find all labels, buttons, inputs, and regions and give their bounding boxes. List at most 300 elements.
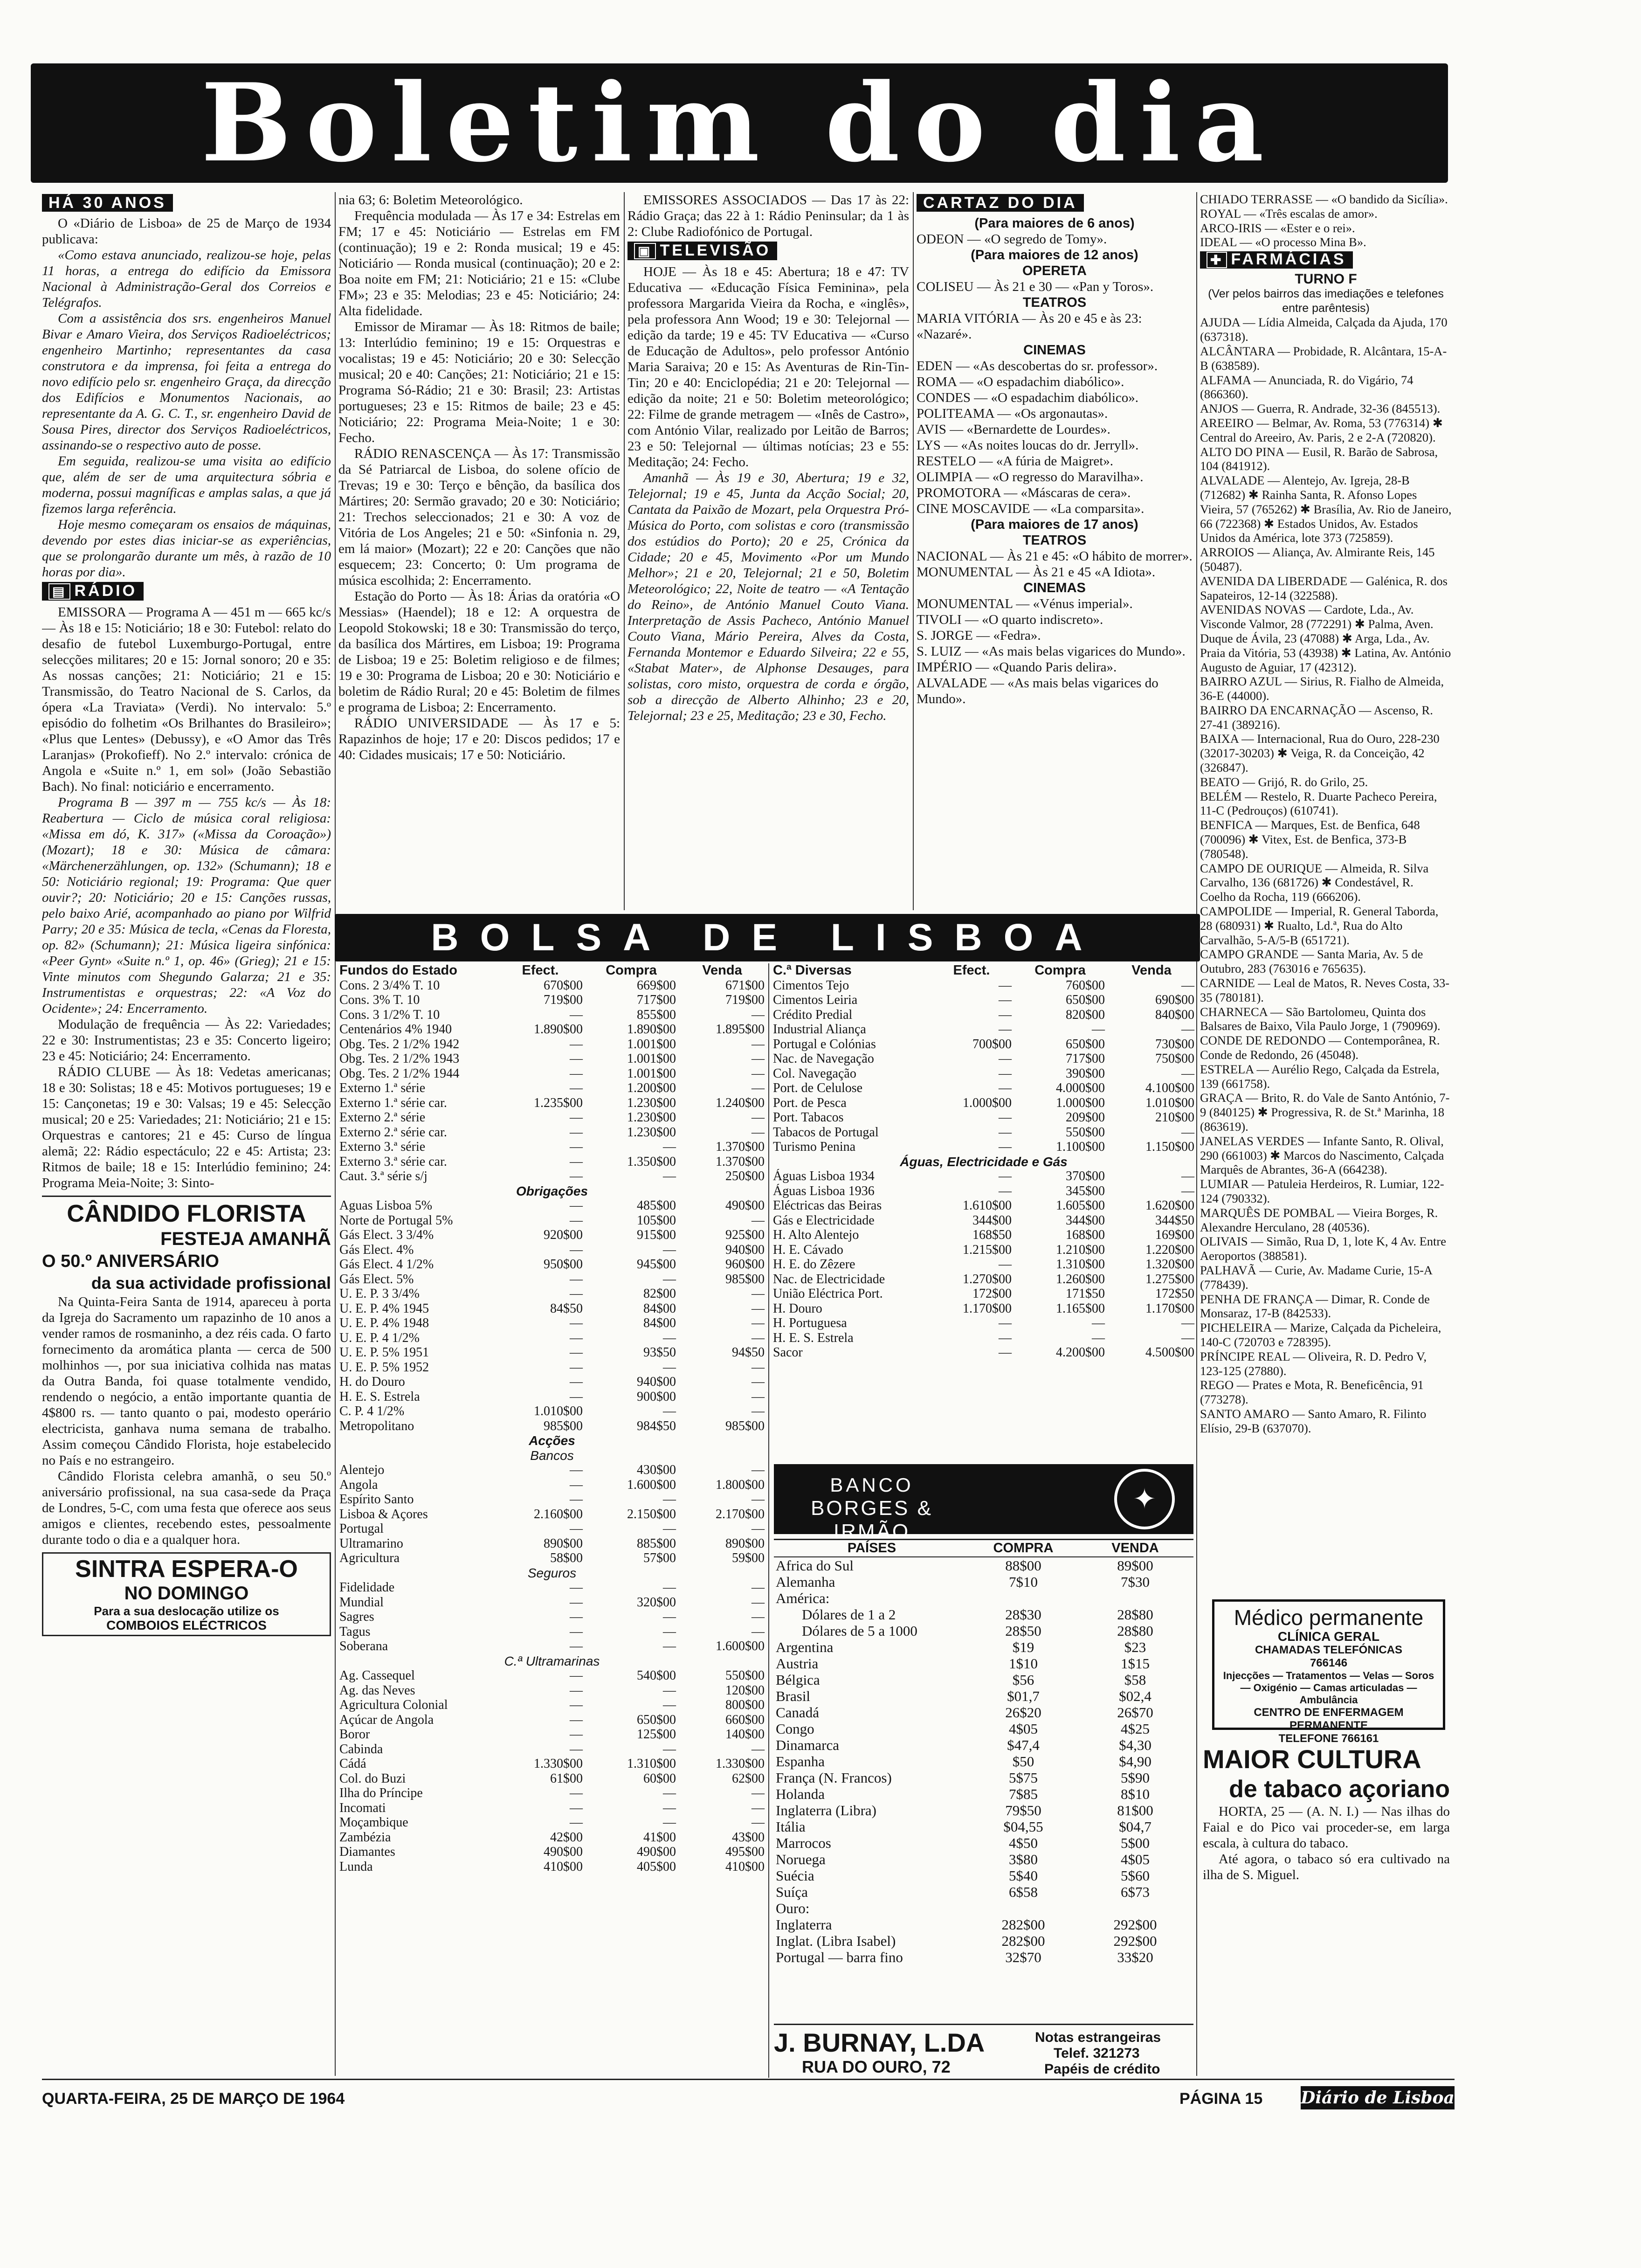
table-row <box>338 1331 766 1346</box>
price-cell: 855$00 <box>637 1007 676 1022</box>
price-cell: — <box>570 1727 583 1742</box>
table-row <box>338 1081 766 1096</box>
price-cell: 1.270$00 <box>963 1272 1012 1286</box>
price-cell: — <box>752 1213 765 1228</box>
country-name: Noruega <box>776 1851 826 1867</box>
security-name: U. E. P. 4 1/2% <box>339 1330 420 1345</box>
table-row <box>338 1051 766 1066</box>
price-cell: — <box>570 1286 583 1301</box>
rate-cell: 5$60 <box>1121 1867 1150 1884</box>
table-row <box>338 1228 766 1243</box>
price-cell: 490$00 <box>544 1845 583 1859</box>
price-cell: 717$00 <box>637 993 676 1007</box>
price-cell: — <box>752 1492 765 1507</box>
farmacias-column: CHIADO TERRASSE — «O bandido da Sicília». ROYAL — «Três escalas de amor». ARCO-IRIS — «Ester e o rei». IDEAL — «O processo Mina B». ✚ FARMÁCIAS TURNO F (Ver pelos bairros das imediações e telefones entre parêntesis) AJUDA — Lídia Almeida, Calçada da Ajuda, 170 (637318). ALCÂNTARA — Probidade, R. Alcântara, 15-A-B (638589). ALFAMA — Anunciada, R. do Vigário, 74 (866360). ANJOS — Guerra, R. Andrade, 32-36 (845513). AREEIRO — Belmar, Av. Roma, 53 (776314) ✱ Central do Areeiro, Av. Paris, 2 e 2-A (720820). ALTO DO PINA — Eusil, R. Barão de Sabrosa, 104 (841912). ALVALADE — Alentejo, Av. Igreja, 28-B (712682) ✱ Rainha Santa, R. Afonso Lopes Vieira, 57 (765262) ✱ Brasília, Av. Rio de Janeiro, 66 (722368) ✱ Estados Unidos, Av. Estados Unidos da América, lote 373 (725859). ARROIOS — Aliança, Av. Almirante Reis, 145 (50487). AVENIDA DA LIBERDADE — Galénica, R. dos Sapateiros, 12-14 (322588). AVENIDAS NOVAS — Cardote, Lda., Av. Visconde Valmor, 28 (772291) ✱ Palma, Aven. Duque de Ávila, 23 (47088) ✱ Arga, Lda., Av. Praia da Vitória, 53 (43938) ✱ Latina, Av. António Augusto de Aguiar, 17 (42312). BAIRRO AZUL — Sirius, R. Fialho de Almeida, 36-E (44000). BAIRRO DA ENCARNAÇÃO — Ascenso, R. 27-41 (389216). BAIXA — Internacional, Rua do Ouro, 228-230 (32017-30203) ✱ Veiga, R. da Conceição, 42 (326847). BEATO — Grijó, R. do Grilo, 25. BELÉM — Restelo, R. Duarte Pacheco Pereira, 11-C (Pedrouços) (610741). BENFICA — Marques, Est. de Benfica, 648 (700096) ✱ Vitex, Est. de Benfica, 373-B (780548). CAMPO DE OURIQUE — Almeida, R. Silva Carvalho, 136 (681726) ✱ Condestável, R. Coelho da Rocha, 119 (666206). CAMPOLIDE — Imperial, R. General Taborda, 28 (680931) ✱ Rualto, Ld.ª, Rua do Alto Carvalhão, 5-A/5-B (651721). CAMPO GRANDE — Santa Maria, Av. 5 de Outubro, 283 (763016 e 765635). CARNIDE — Leal de Matos, R. Neves Costa, 33-35 (780181). CHARNECA — São Bartolomeu, Quinta dos Balsares de Baixo, Vila Paulo Jorge, 1 (790969). CONDE DE REDONDO — Contemporânea, R. Conde de Redondo, 26 (45048). ESTRELA — Aurélio Rego, Calçada da Estrela, 139 (661758). GRAÇA — Brito, R. do Vale de Santo António, 7-9 (840125) ✱ Progressiva, R. de St.ª Marinha, 18 (863619). JANELAS VERDES — Infante Santo, R. Olival, 290 (661003) ✱ Marcos do Nascimento, Calçada Marquês de Abrantes, 36-A (664238). LUMIAR — Patuleia Herdeiros, R. Lumiar, 122-124 (790332). MARQUÊS DE POMBAL — Vieira Borges, R. Alexandre Herculano, 28 (40536). OLIVAIS — Simão, Rua D, 1, lote K, 4 Av. Entre Aeroportos (388581). PALHAVÃ — Curie, Av. Madame Curie, 15-A (778439). PENHA DE FRANÇA — Dimar, R. Conde de Monsaraz, 17-B (842533). PICHELEIRA — Marize, Calçada da Picheleira, 140-C (720703 e 728395). PRÍNCIPE REAL — Oliveira, R. D. Pedro V, 123-125 (27880). REGO — Prates e Mota, R. Beneficência, 91 (773278). SANTO AMARO — Santo Amaro, R. Filinto Elísio, 29-B (637070). <box>1200 192 1452 1435</box>
table-row <box>771 1198 1196 1213</box>
table-row <box>774 1590 1193 1606</box>
price-cell: — <box>752 1316 765 1330</box>
table-row <box>338 1433 766 1448</box>
farmacia-item: ARROIOS — Aliança, Av. Almirante Reis, 145 (50487). <box>1200 545 1435 574</box>
farmacia-item: BAIRRO AZUL — Sirius, R. Fialho de Almeida, 36-E (44000). <box>1200 674 1444 703</box>
security-name: U. E. P. 4% 1945 <box>339 1301 429 1316</box>
table-row <box>338 1580 766 1595</box>
table-row <box>771 1096 1196 1111</box>
price-cell: — <box>570 1389 583 1404</box>
country-name: Africa do Sul <box>776 1557 854 1574</box>
security-name: Águas Lisboa 1936 <box>773 1183 875 1198</box>
price-cell: 1.170$00 <box>963 1301 1012 1316</box>
table-row <box>774 1557 1193 1574</box>
security-name: Obg. Tes. 2 1/2% 1942 <box>339 1037 460 1051</box>
security-name: Lunda <box>339 1859 373 1874</box>
table-row <box>338 1140 766 1155</box>
price-cell: 750$00 <box>1155 1051 1194 1066</box>
price-cell: — <box>570 1492 583 1507</box>
section-subheading: Águas, Electricidade e Gás <box>900 1154 1068 1169</box>
price-cell: — <box>570 1140 583 1154</box>
price-cell: — <box>663 1140 676 1154</box>
price-cell: — <box>752 1404 765 1418</box>
footer-paper-logo: Diário de Lisboa <box>1301 2086 1455 2109</box>
rate-cell: 292$00 <box>1113 1933 1157 1949</box>
table-row <box>338 1492 766 1507</box>
table-row <box>774 1819 1193 1835</box>
price-cell: 1.010$00 <box>1145 1095 1194 1110</box>
price-cell: 1.010$00 <box>534 1404 583 1418</box>
price-cell: — <box>570 1125 583 1140</box>
section-subheading: C.ª Ultramarinas <box>504 1653 600 1668</box>
farmacia-item: JANELAS VERDES — Infante Santo, R. Olival, 290 (661003) ✱ Marcos do Nascimento, Calçada Marquês de Abrantes, 36-A (664238). <box>1200 1134 1444 1177</box>
security-name: U. E. P. 4% 1948 <box>339 1316 429 1330</box>
security-name: Externo 3.ª série car. <box>339 1154 447 1169</box>
security-name: U. E. P. 3 3/4% <box>339 1286 420 1301</box>
security-name: Agricultura <box>339 1551 400 1565</box>
table-row <box>771 1345 1196 1360</box>
table-row <box>771 1228 1196 1243</box>
price-cell: — <box>999 1316 1012 1330</box>
price-cell: — <box>663 1272 676 1286</box>
price-cell: 370$00 <box>1066 1169 1105 1183</box>
price-cell: — <box>752 1360 765 1375</box>
table-row <box>338 1551 766 1566</box>
price-cell: 58$00 <box>550 1551 583 1565</box>
table-row <box>771 1155 1196 1169</box>
price-cell: 945$00 <box>637 1257 676 1272</box>
table-row <box>338 1110 766 1125</box>
table-row <box>338 1771 766 1786</box>
table-row <box>338 1360 766 1375</box>
rate-cell: $4,90 <box>1119 1753 1151 1770</box>
price-cell: 1.001$00 <box>627 1066 676 1081</box>
security-name: Nac. de Electricidade <box>773 1272 885 1286</box>
price-cell: — <box>570 1610 583 1624</box>
price-cell: 700$00 <box>972 1037 1012 1051</box>
price-cell: — <box>999 1345 1012 1360</box>
price-cell: 669$00 <box>637 978 676 993</box>
rate-cell: 5$75 <box>1009 1770 1038 1786</box>
price-cell: — <box>752 1580 765 1595</box>
rate-cell: $56 <box>1012 1672 1034 1688</box>
rate-cell: 33$20 <box>1117 1949 1153 1965</box>
country-name: Congo <box>776 1721 814 1737</box>
farmacia-item: BENFICA — Marques, Est. de Benfica, 648 (700096) ✱ Vitex, Est. de Benfica, 373-B (780548). <box>1200 818 1420 861</box>
farmacia-item: ALTO DO PINA — Eusil, R. Barão de Sabrosa, 104 (841912). <box>1200 444 1438 473</box>
table-row <box>338 1390 766 1404</box>
price-cell: 410$00 <box>544 1859 583 1874</box>
price-cell: 60$00 <box>643 1771 676 1786</box>
country-name: Ouro: <box>776 1900 810 1916</box>
security-name: Gás e Electricidade <box>773 1213 875 1228</box>
table-row <box>338 1375 766 1390</box>
price-cell: 915$00 <box>637 1228 676 1242</box>
country-name: Espanha <box>776 1753 825 1770</box>
table-row <box>338 1301 766 1316</box>
farmacia-item: AVENIDA DA LIBERDADE — Galénica, R. dos Sapateiros, 12-14 (322588). <box>1200 574 1448 602</box>
section-subheading: Seguros <box>527 1565 577 1580</box>
price-cell: 1.230$00 <box>627 1125 676 1140</box>
price-cell: 1.320$00 <box>1145 1257 1194 1272</box>
price-cell: 1.310$00 <box>627 1756 676 1771</box>
price-cell: — <box>570 1463 583 1477</box>
price-cell: 1.240$00 <box>716 1095 765 1110</box>
price-cell: 2.160$00 <box>534 1507 583 1521</box>
price-cell: — <box>999 1183 1012 1198</box>
price-cell: — <box>663 1698 676 1712</box>
footer <box>42 2086 1455 2109</box>
price-cell: — <box>752 1007 765 1022</box>
footer-date: QUARTA-FEIRA, 25 DE MARÇO DE 1964 <box>42 2090 345 2108</box>
price-cell: — <box>999 1257 1012 1272</box>
table-row <box>774 1753 1193 1770</box>
price-cell: 84$00 <box>643 1301 676 1316</box>
table-row <box>771 1184 1196 1199</box>
table-row <box>774 1949 1193 1965</box>
price-cell: — <box>663 1169 676 1183</box>
price-cell: — <box>752 1786 765 1800</box>
price-cell: — <box>570 1639 583 1653</box>
price-cell: 490$00 <box>637 1845 676 1859</box>
price-cell: — <box>752 1463 765 1477</box>
banco-borges-banner: BANCO BORGES & IRMÃO ✦ <box>774 1464 1193 1534</box>
country-name: Alemanha <box>776 1574 835 1590</box>
price-cell: 485$00 <box>637 1198 676 1213</box>
security-name: Agricultura Colonial <box>339 1698 448 1712</box>
price-cell: 43$00 <box>732 1830 765 1845</box>
rate-cell <box>1077 1590 1193 1606</box>
price-cell: 1.100$00 <box>1056 1140 1105 1154</box>
price-cell: — <box>1181 978 1194 993</box>
cartaz-column: CARTAZ DO DIA (Para maiores de 6 anos) ODEON — «O segredo de Tomy». (Para maiores de 12 anos) OPERETA COLISEU — Às 21 e 30 — «Pan y Toros». TEATROS MARIA VITÓRIA — Às 20 e 45 e às 23: «Nazaré». CINEMAS EDEN — «As descobertas do sr. professor». ROMA — «O espadachim diabólico». CONDES — «O espadachim diabólico». POLITEAMA — «Os argonautas». AVIS — «Bernardette de Lourdes». LYS — «As noites loucas do dr. Jerryll». RESTELO — «A fúria de Maigret». OLIMPIA — «O regresso do Maravilha». PROMOTORA — «Máscaras de cera». CINE MOSCAVIDE — «La comparsita». (Para maiores de 17 anos) TEATROS NACIONAL — Às 21 e 45: «O hábito de morrer». MONUMENTAL — Às 21 e 45 «A Idiota». CINEMAS MONUMENTAL — «Vénus imperial». TIVOLI — «O quarto indiscreto». S. JORGE — «Fedra». S. LUIZ — «As mais belas vigarices do Mundo». IMPÉRIO — «Quando Paris delira». ALVALADE — «As mais belas vigarices do Mundo». <box>917 194 1193 706</box>
price-cell: — <box>663 1786 676 1800</box>
farmacia-item: ALFAMA — Anunciada, R. do Vigário, 74 (866360). <box>1200 373 1413 401</box>
rate-cell: 26$20 <box>1005 1704 1041 1721</box>
country-name: Marrocos <box>776 1835 831 1851</box>
rate-cell: 6$73 <box>1121 1884 1150 1900</box>
price-cell: — <box>570 1521 583 1536</box>
price-cell: 390$00 <box>1066 1066 1105 1081</box>
security-name: H. Douro <box>773 1301 822 1316</box>
section-subheading: Acções <box>529 1433 575 1448</box>
price-cell: 984$50 <box>637 1418 676 1433</box>
rate-cell: 1$10 <box>1009 1655 1038 1672</box>
security-name: Ultramarino <box>339 1536 403 1551</box>
table-row <box>774 1835 1193 1851</box>
price-cell: — <box>999 1022 1012 1037</box>
security-name: Externo 2.ª série car. <box>339 1125 447 1140</box>
price-cell: — <box>1092 1022 1105 1037</box>
price-cell: — <box>570 1051 583 1066</box>
pharmacy-icon: ✚ <box>1207 252 1227 268</box>
security-name: Norte de Portugal 5% <box>339 1213 453 1228</box>
security-name: Incomati <box>339 1800 386 1815</box>
price-cell: 660$00 <box>725 1712 765 1727</box>
security-name: Alentejo <box>339 1463 385 1477</box>
rate-cell: 4$05 <box>1121 1851 1150 1867</box>
price-cell: 670$00 <box>544 978 583 993</box>
bolsa-left-table: Fundos do Estado Efect. Compra Venda Cons. 2 3/4% T. 10 670$00 669$00 671$00 Cons. 3% T. 10 719$00 717$00 719$00 Cons. 3 1/2% T. 10 — 855$00 — Centenários 4% 1940 1.890$00 1.890$00 1.895$00 Obg. Tes. 2 1/2% 1942 — 1.001$00 — Obg. Tes. 2 1/2% 1943 — 1.001$00 — Obg. Tes. 2 1/2% 1944 — 1.001$00 — Externo 1.ª série — 1.200$00 — Externo 1.ª série car. 1.235$00 1.230$00 1.240$00 Externo 2.ª série — 1.230$00 — Externo 2.ª série car. — 1.230$00 — Externo 3.ª série — — 1.370$00 Externo 3.ª série car. — 1.350$00 1.370$00 Caut. 3.ª série s/j — — 250$00 Obrigações Aguas Lisboa 5% — 485$00 490$00 Norte de Portugal 5% — 105$00 — Gás Elect. 3 3/4% 920$00 915$00 925$00 Gás Elect. 4% — — 940$00 Gás Elect. 4 1/2% 950$00 945$00 960$00 Gás Elect. 5% — — 985$00 U. E. P. 3 3/4% — 82$00 — U. E. P. 4% 1945 84$50 84$00 — U. E. P. 4% 1948 — 84$00 — U. E. P. 4 1/2% — — — U. E. P. 5% 1951 — 93$50 94$50 U. E. P. 5% 1952 — — — H. do Douro — 940$00 — H. E. S. Estrela — 900$00 — C. P. 4 1/2% 1.010$00 — — Metropolitano 985$00 984$50 985$00 Acções Bancos Alentejo — 430$00 — Angola — 1.600$00 1.800$00 Espírito Santo — — — Lisboa & Açores 2.160$00 2.150$00 2.170$00 Portugal — — — Ultramarino 890$00 885$00 890$00 Agricultura 58$00 57$00 59$00 Seguros Fidelidade — — — Mundial — 320$00 — Sagres — — — Tagus — — — Soberana — — 1.600$00 C.ª Ultramarinas Ag. Cassequel — 540$00 550$00 Ag. das Neves — — 120$00 Agricultura Colonial — — 800$00 Açúcar de Angola — 650$00 660$00 Boror — 125$00 140$00 Cabinda — — — Cádá 1.330$00 1.310$00 1.330$00 Col. do Buzi 61$00 60$00 62$00 Ilha do Príncipe — — — Incomati — — — Moçambique — — — Zambézia 42$00 41$00 43$00 Diamantes 490$00 490$00 495$00 Lunda 410$00 405$00 410$00 <box>338 963 766 2078</box>
price-cell: 985$00 <box>725 1418 765 1433</box>
table-row <box>338 993 766 1008</box>
price-cell: 985$00 <box>544 1418 583 1433</box>
price-cell: 2.150$00 <box>627 1507 676 1521</box>
table-row <box>338 1155 766 1169</box>
security-name: Externo 1.ª série car. <box>339 1095 447 1110</box>
rate-cell: 32$70 <box>1005 1949 1041 1965</box>
rate-cell: 7$30 <box>1121 1574 1150 1590</box>
security-name: Sagres <box>339 1610 374 1624</box>
security-name: Cimentos Tejo <box>773 978 849 993</box>
table-row <box>771 1169 1196 1184</box>
farmacia-item: PRÍNCIPE REAL — Oliveira, R. D. Pedro V, 123-125 (27880). <box>1200 1349 1427 1378</box>
table-row <box>338 1625 766 1639</box>
price-cell: — <box>752 1610 765 1624</box>
price-cell: — <box>570 1007 583 1022</box>
price-cell: — <box>752 1051 765 1066</box>
country-name: Portugal — barra fino <box>776 1949 903 1965</box>
price-cell: 168$50 <box>972 1228 1012 1242</box>
price-cell: 985$00 <box>725 1272 765 1286</box>
rate-cell: 28$80 <box>1117 1623 1153 1639</box>
price-cell: 690$00 <box>1155 993 1194 1007</box>
price-cell: 169$00 <box>1155 1228 1194 1242</box>
country-name: Inglaterra <box>776 1916 832 1933</box>
table-row <box>338 1815 766 1830</box>
security-name: Gás Elect. 5% <box>339 1272 414 1286</box>
table-row <box>338 1727 766 1742</box>
country-name: Dólares de 1 a 2 <box>802 1606 896 1623</box>
price-cell: — <box>663 1404 676 1418</box>
cartaz-header: CARTAZ DO DIA <box>917 194 1084 212</box>
farmacia-item: OLIVAIS — Simão, Rua D, 1, lote K, 4 Av. Entre Aeroportos (388581). <box>1200 1234 1446 1263</box>
price-cell: — <box>1092 1330 1105 1345</box>
table-row <box>774 1884 1193 1900</box>
table-row <box>774 1574 1193 1590</box>
candido-title: CÂNDIDO FLORISTA <box>67 1200 306 1227</box>
table-row <box>338 1639 766 1654</box>
security-name: U. E. P. 5% 1951 <box>339 1345 429 1360</box>
price-cell: 125$00 <box>637 1727 676 1742</box>
table-row <box>338 1756 766 1771</box>
table-row <box>338 978 766 993</box>
price-cell: 4.100$00 <box>1145 1081 1194 1095</box>
security-name: Col. Navegação <box>773 1066 856 1081</box>
country-name: Dólares de 5 a 1000 <box>802 1623 917 1639</box>
price-cell: — <box>570 1668 583 1683</box>
price-cell: — <box>570 1742 583 1756</box>
price-cell: — <box>663 1683 676 1698</box>
price-cell: 172$50 <box>1155 1286 1194 1301</box>
price-cell: — <box>1181 1066 1194 1081</box>
table-row <box>771 1110 1196 1125</box>
candido-anniversary-sub: da sua actividade profissional <box>91 1273 331 1293</box>
price-cell: — <box>752 1330 765 1345</box>
price-cell: — <box>663 1610 676 1624</box>
price-cell: 1.370$00 <box>716 1154 765 1169</box>
country-name: Dinamarca <box>776 1737 839 1753</box>
price-cell: — <box>752 1125 765 1140</box>
price-cell: 960$00 <box>725 1257 765 1272</box>
rate-cell: 79$50 <box>1005 1802 1041 1819</box>
rate-cell: 1$15 <box>1121 1655 1150 1672</box>
rate-cell <box>1077 1900 1193 1916</box>
price-cell: 344$00 <box>972 1213 1012 1228</box>
security-name: Ilha do Príncipe <box>339 1786 423 1800</box>
burnay-ad: J. BURNAY, L.DA RUA DO OURO, 72 Notas estrangeiras Telef. 321273 Papéis de crédito <box>774 2024 1193 2077</box>
country-name: França (N. Francos) <box>776 1770 892 1786</box>
price-cell: 1.001$00 <box>627 1037 676 1051</box>
table-row <box>774 1900 1193 1916</box>
price-cell: — <box>1181 1169 1194 1183</box>
security-name: Externo 1.ª série <box>339 1081 426 1095</box>
table-row <box>338 1786 766 1801</box>
security-name: Externo 3.ª série <box>339 1140 426 1154</box>
rate-cell: 282$00 <box>1001 1916 1045 1933</box>
rate-cell: 26$70 <box>1117 1704 1153 1721</box>
price-cell: 405$00 <box>637 1859 676 1874</box>
security-name: Diamantes <box>339 1845 395 1859</box>
table-row <box>338 1845 766 1860</box>
rate-cell: $4,30 <box>1119 1737 1151 1753</box>
farmacia-item: CHARNECA — São Bartolomeu, Quinta dos Balsares de Baixo, Vila Paulo Jorge, 1 (790969). <box>1200 1004 1441 1033</box>
security-name: Cabinda <box>339 1742 383 1756</box>
table-row <box>338 1801 766 1816</box>
rate-cell: $47,4 <box>1007 1737 1040 1753</box>
security-name: Lisboa & Açores <box>339 1507 428 1521</box>
price-cell: — <box>752 1066 765 1081</box>
table-row <box>771 1213 1196 1228</box>
price-cell: 1.210$00 <box>1056 1242 1105 1257</box>
table-row <box>771 1066 1196 1081</box>
security-name: Caut. 3.ª série s/j <box>339 1169 427 1183</box>
price-cell: 1.165$00 <box>1056 1301 1105 1316</box>
price-cell: — <box>570 1580 583 1595</box>
country-name: Itália <box>776 1819 806 1835</box>
rate-cell <box>970 1590 1077 1606</box>
price-cell: — <box>752 1800 765 1815</box>
table-row <box>774 1639 1193 1655</box>
price-cell: — <box>570 1712 583 1727</box>
price-cell: — <box>1181 1316 1194 1330</box>
table-row <box>338 1198 766 1213</box>
price-cell: — <box>663 1800 676 1815</box>
price-cell: 4.000$00 <box>1056 1081 1105 1095</box>
price-cell: 168$00 <box>1066 1228 1105 1242</box>
price-cell: — <box>752 1037 765 1051</box>
rate-cell: 7$10 <box>1009 1574 1038 1590</box>
price-cell: 57$00 <box>643 1551 676 1565</box>
price-cell: 717$00 <box>1066 1051 1105 1066</box>
price-cell: — <box>752 1301 765 1316</box>
bolsa-header: BOLSA DE LISBOA <box>335 914 1200 961</box>
rate-cell: 5$00 <box>1121 1835 1150 1851</box>
security-name: Cons. 3 1/2% T. 10 <box>339 1007 440 1022</box>
table-row <box>774 1802 1193 1819</box>
security-name: Gás Elect. 3 3/4% <box>339 1228 434 1242</box>
price-cell: — <box>1181 1022 1194 1037</box>
price-cell: — <box>570 1683 583 1698</box>
price-cell: 1.260$00 <box>1056 1272 1105 1286</box>
price-cell: — <box>570 1800 583 1815</box>
security-name: Industrial Aliança <box>773 1022 866 1037</box>
security-name: Cádá <box>339 1756 366 1771</box>
price-cell: 140$00 <box>725 1727 765 1742</box>
rate-cell: 4$50 <box>1009 1835 1038 1851</box>
price-cell: 940$00 <box>637 1375 676 1389</box>
country-name: Inglaterra (Libra) <box>776 1802 877 1819</box>
price-cell: — <box>570 1595 583 1610</box>
column-3: EMISSORES ASSOCIADOS — Das 17 às 22: Rádio Graça; das 22 à 1: Rádio Peninsular; da 1 às 2: Clube Radiofónico de Portugal. ▣ TELEVISÃO HOJE — Às 18 e 45: Abertura; 18 e 47: TV Educativa — «Educação Física Feminina», pela professora Margarida Vieira da Rocha, e «inglês», pela professora Ann Wood; 19 e 30: Telejornal — edição da tarde; 19 e 45: TV Educativa — «Curso de Educação de Adultos», pelo professor António Maria Saraiva; 20 e 15: As Aventuras de Rin-Tin-Tin; 20 e 40: Enciclopédia; 21 e 20: Telejornal — edição da noite; 21 e 50: Boletim meteorológico; 22: Filme de grande metragem — «Inês de Castro», com António Vilar, realizado por Leitão de Barros; 23 e 50: Telejornal — últimas notícias; 23 e 55: Meditação; 24: Fecho. Amanhã — Às 19 e 30, Abertura; 19 e 32, Telejornal; 19 e 45, Junta da Acção Social; 20, Cantata da Paixão de Mozart, pela Orquestra Pró-Música do Porto, com solistas e coro (transmissão dos estúdios do Porto); 20 e 25, Crónica da Cidade; 20 e 45, Movimento «Por um Mundo Melhor»; 21 e 20, Telejornal; 21 e 50, Boletim Meteorológico; 22, Noite de teatro — «A Tentação do Reino», de António Manuel Couto Viana. Interpretação de Assis Pacheco, António Manuel Couto Viana, Mário Pereira, Alves da Costa, Fernanda Montemor e Eduardo Silveira; 22 e 55, «Stabat Mater», de Alphonse Desauges, para solistas, coro misto, orquestra de corda e órgão, sob a direcção de Alberto Alhinho; 23 e 20, Telejornal; 23 e 25, Meditação; 23 e 30, Fecho. <box>627 193 909 723</box>
price-cell: 490$00 <box>725 1198 765 1213</box>
price-cell: 120$00 <box>725 1683 765 1698</box>
security-name: Cons. 3% T. 10 <box>339 993 420 1007</box>
price-cell: — <box>999 978 1012 993</box>
price-cell: — <box>570 1081 583 1095</box>
price-cell: — <box>752 1110 765 1125</box>
security-name: Port. de Celulose <box>773 1081 863 1095</box>
security-name: Crédito Predial <box>773 1007 853 1022</box>
security-name: Gás Elect. 4 1/2% <box>339 1257 434 1272</box>
farmacia-item: CAMPO GRANDE — Santa Maria, Av. 5 de Outubro, 283 (763016 e 765635). <box>1200 947 1423 976</box>
security-name: Boror <box>339 1727 370 1742</box>
price-cell: — <box>663 1815 676 1830</box>
security-name: Turismo Penina <box>773 1140 856 1154</box>
security-name: Port. de Pesca <box>773 1095 847 1110</box>
bank-seal-icon: ✦ <box>1114 1469 1175 1529</box>
table-row <box>771 1081 1196 1096</box>
candido-subtitle: FESTEJA AMANHÃ <box>160 1229 331 1249</box>
price-cell: 1.800$00 <box>716 1477 765 1492</box>
price-cell: — <box>999 1169 1012 1183</box>
price-cell: — <box>1181 1125 1194 1140</box>
farmacia-item: CAMPO DE OURIQUE — Almeida, R. Silva Carvalho, 136 (681726) ✱ Condestável, R. Coelho da Rocha, 119 (666206). <box>1200 861 1429 904</box>
price-cell: — <box>570 1624 583 1639</box>
rate-cell: 4$05 <box>1009 1721 1038 1737</box>
price-cell: 171$50 <box>1066 1286 1105 1301</box>
ha-30-anos-header: HÁ 30 ANOS <box>42 194 173 212</box>
table-row <box>771 1140 1196 1155</box>
farmacia-item: ESTRELA — Aurélio Rego, Calçada da Estrela, 139 (661758). <box>1200 1062 1440 1091</box>
price-cell: — <box>752 1521 765 1536</box>
security-name: U. E. P. 5% 1952 <box>339 1360 429 1375</box>
rate-cell: 8$10 <box>1121 1786 1150 1802</box>
security-name: Portugal e Colónias <box>773 1037 876 1051</box>
price-cell: — <box>999 1140 1012 1154</box>
candido-paragraph: Cândido Florista celebra amanhã, o seu 50.º aniversário profissional, na sua casa-sede da Praça de Londres, 5-C, com uma festa que oferece aos seus amigos e clientes, recebendo estes, pessoalmente durante todo o dia e a qualquer hora. <box>42 1469 331 1547</box>
security-name: Angola <box>339 1477 378 1492</box>
table-row <box>774 1867 1193 1884</box>
price-cell: 650$00 <box>1066 993 1105 1007</box>
price-cell: 1.890$00 <box>627 1022 676 1037</box>
